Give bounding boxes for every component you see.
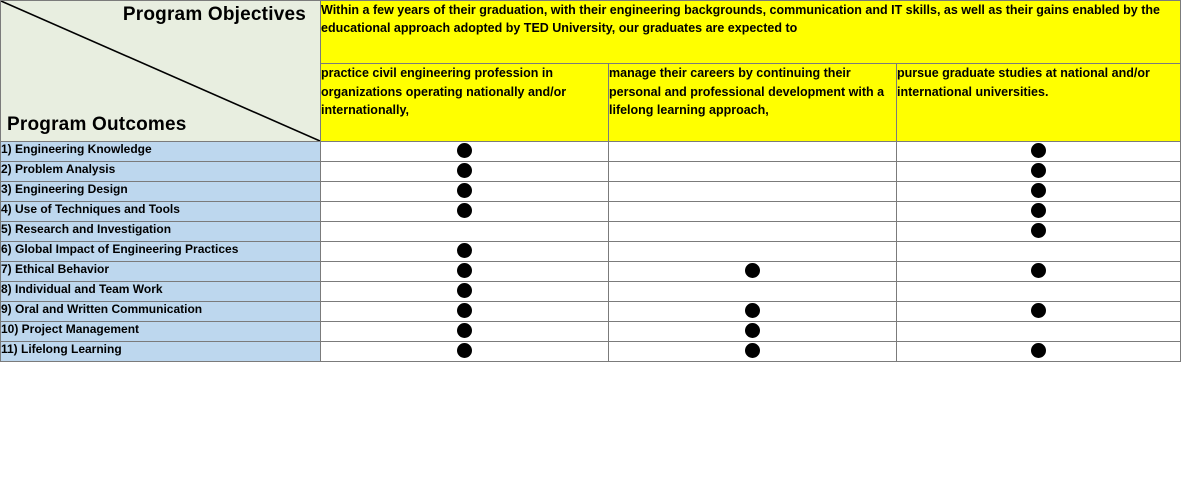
objective-header-3: pursue graduate studies at national and/or international universities. [897, 63, 1181, 141]
table-row [1, 302, 1181, 322]
outcome-label: 10) Project Management [1, 322, 321, 342]
outcome-label: 9) Oral and Written Communication [1, 302, 321, 322]
mark-cell [321, 262, 609, 282]
mark-cell [321, 302, 609, 322]
mark-cell [609, 242, 897, 262]
matrix-body [1, 1, 1181, 362]
outcome-label: 6) Global Impact of Engineering Practices [1, 242, 321, 262]
table-row [1, 162, 1181, 182]
table-row [1, 322, 1181, 342]
mark-cell [897, 262, 1181, 282]
outcome-label: 5) Research and Investigation [1, 222, 321, 242]
mark-cell [321, 222, 609, 242]
filled-dot-icon [457, 243, 472, 258]
filled-dot-icon [1031, 223, 1046, 238]
mark-cell [321, 182, 609, 202]
objectives-intro-text: Within a few years of their graduation, with their engineering backgrounds, communication and IT skills, as well as their gains enabled by the educational approach adopted by TED University, our graduates are expected to [321, 1, 1181, 64]
table-row [1, 282, 1181, 302]
matrix-header-intro-row [1, 1, 1181, 64]
mark-cell [321, 242, 609, 262]
mark-cell [609, 182, 897, 202]
outcome-label: 7) Ethical Behavior [1, 262, 321, 282]
table-row [1, 142, 1181, 162]
mark-cell [897, 162, 1181, 182]
mark-cell [321, 162, 609, 182]
filled-dot-icon [457, 303, 472, 318]
filled-dot-icon [1031, 303, 1046, 318]
program-objectives-label: Program Objectives [122, 4, 306, 25]
filled-dot-icon [1031, 163, 1046, 178]
table-row [1, 242, 1181, 262]
mark-cell [609, 302, 897, 322]
mark-cell [897, 342, 1181, 362]
objective-header-1: practice civil engineering profession in organizations operating nationally and/or internationally, [321, 63, 609, 141]
outcome-label: 2) Problem Analysis [1, 162, 321, 182]
mark-cell [609, 222, 897, 242]
filled-dot-icon [1031, 203, 1046, 218]
filled-dot-icon [457, 283, 472, 298]
outcome-label: 11) Lifelong Learning [1, 342, 321, 362]
mark-cell [609, 142, 897, 162]
filled-dot-icon [457, 263, 472, 278]
mark-cell [897, 302, 1181, 322]
filled-dot-icon [457, 343, 472, 358]
mark-cell [609, 322, 897, 342]
mark-cell [897, 322, 1181, 342]
mark-cell [321, 322, 609, 342]
filled-dot-icon [745, 323, 760, 338]
mark-cell [897, 242, 1181, 262]
mark-cell [897, 282, 1181, 302]
outcome-label: 1) Engineering Knowledge [1, 142, 321, 162]
filled-dot-icon [457, 203, 472, 218]
filled-dot-icon [1031, 143, 1046, 158]
filled-dot-icon [457, 183, 472, 198]
mark-cell [321, 202, 609, 222]
filled-dot-icon [1031, 263, 1046, 278]
mark-cell [609, 202, 897, 222]
mark-cell [609, 282, 897, 302]
program-outcomes-label: Program Outcomes [7, 114, 187, 135]
filled-dot-icon [745, 263, 760, 278]
outcome-label: 4) Use of Techniques and Tools [1, 202, 321, 222]
mark-cell [321, 342, 609, 362]
outcome-label: 3) Engineering Design [1, 182, 321, 202]
table-row [1, 182, 1181, 202]
mark-cell [321, 282, 609, 302]
table-row [1, 222, 1181, 242]
table-row [1, 342, 1181, 362]
filled-dot-icon [745, 343, 760, 358]
mark-cell [897, 182, 1181, 202]
filled-dot-icon [1031, 183, 1046, 198]
mark-cell [609, 162, 897, 182]
filled-dot-icon [457, 163, 472, 178]
mark-cell [897, 202, 1181, 222]
filled-dot-icon [457, 323, 472, 338]
filled-dot-icon [1031, 343, 1046, 358]
filled-dot-icon [745, 303, 760, 318]
mark-cell [321, 142, 609, 162]
table-row [1, 202, 1181, 222]
outcome-label: 8) Individual and Team Work [1, 282, 321, 302]
mark-cell [609, 262, 897, 282]
filled-dot-icon [457, 143, 472, 158]
mark-cell [897, 222, 1181, 242]
corner-diagonal-header [1, 1, 321, 142]
mark-cell [897, 142, 1181, 162]
mark-cell [609, 342, 897, 362]
table-row [1, 262, 1181, 282]
objective-header-2: manage their careers by continuing their personal and professional development with a lifelong learning approach, [609, 63, 897, 141]
